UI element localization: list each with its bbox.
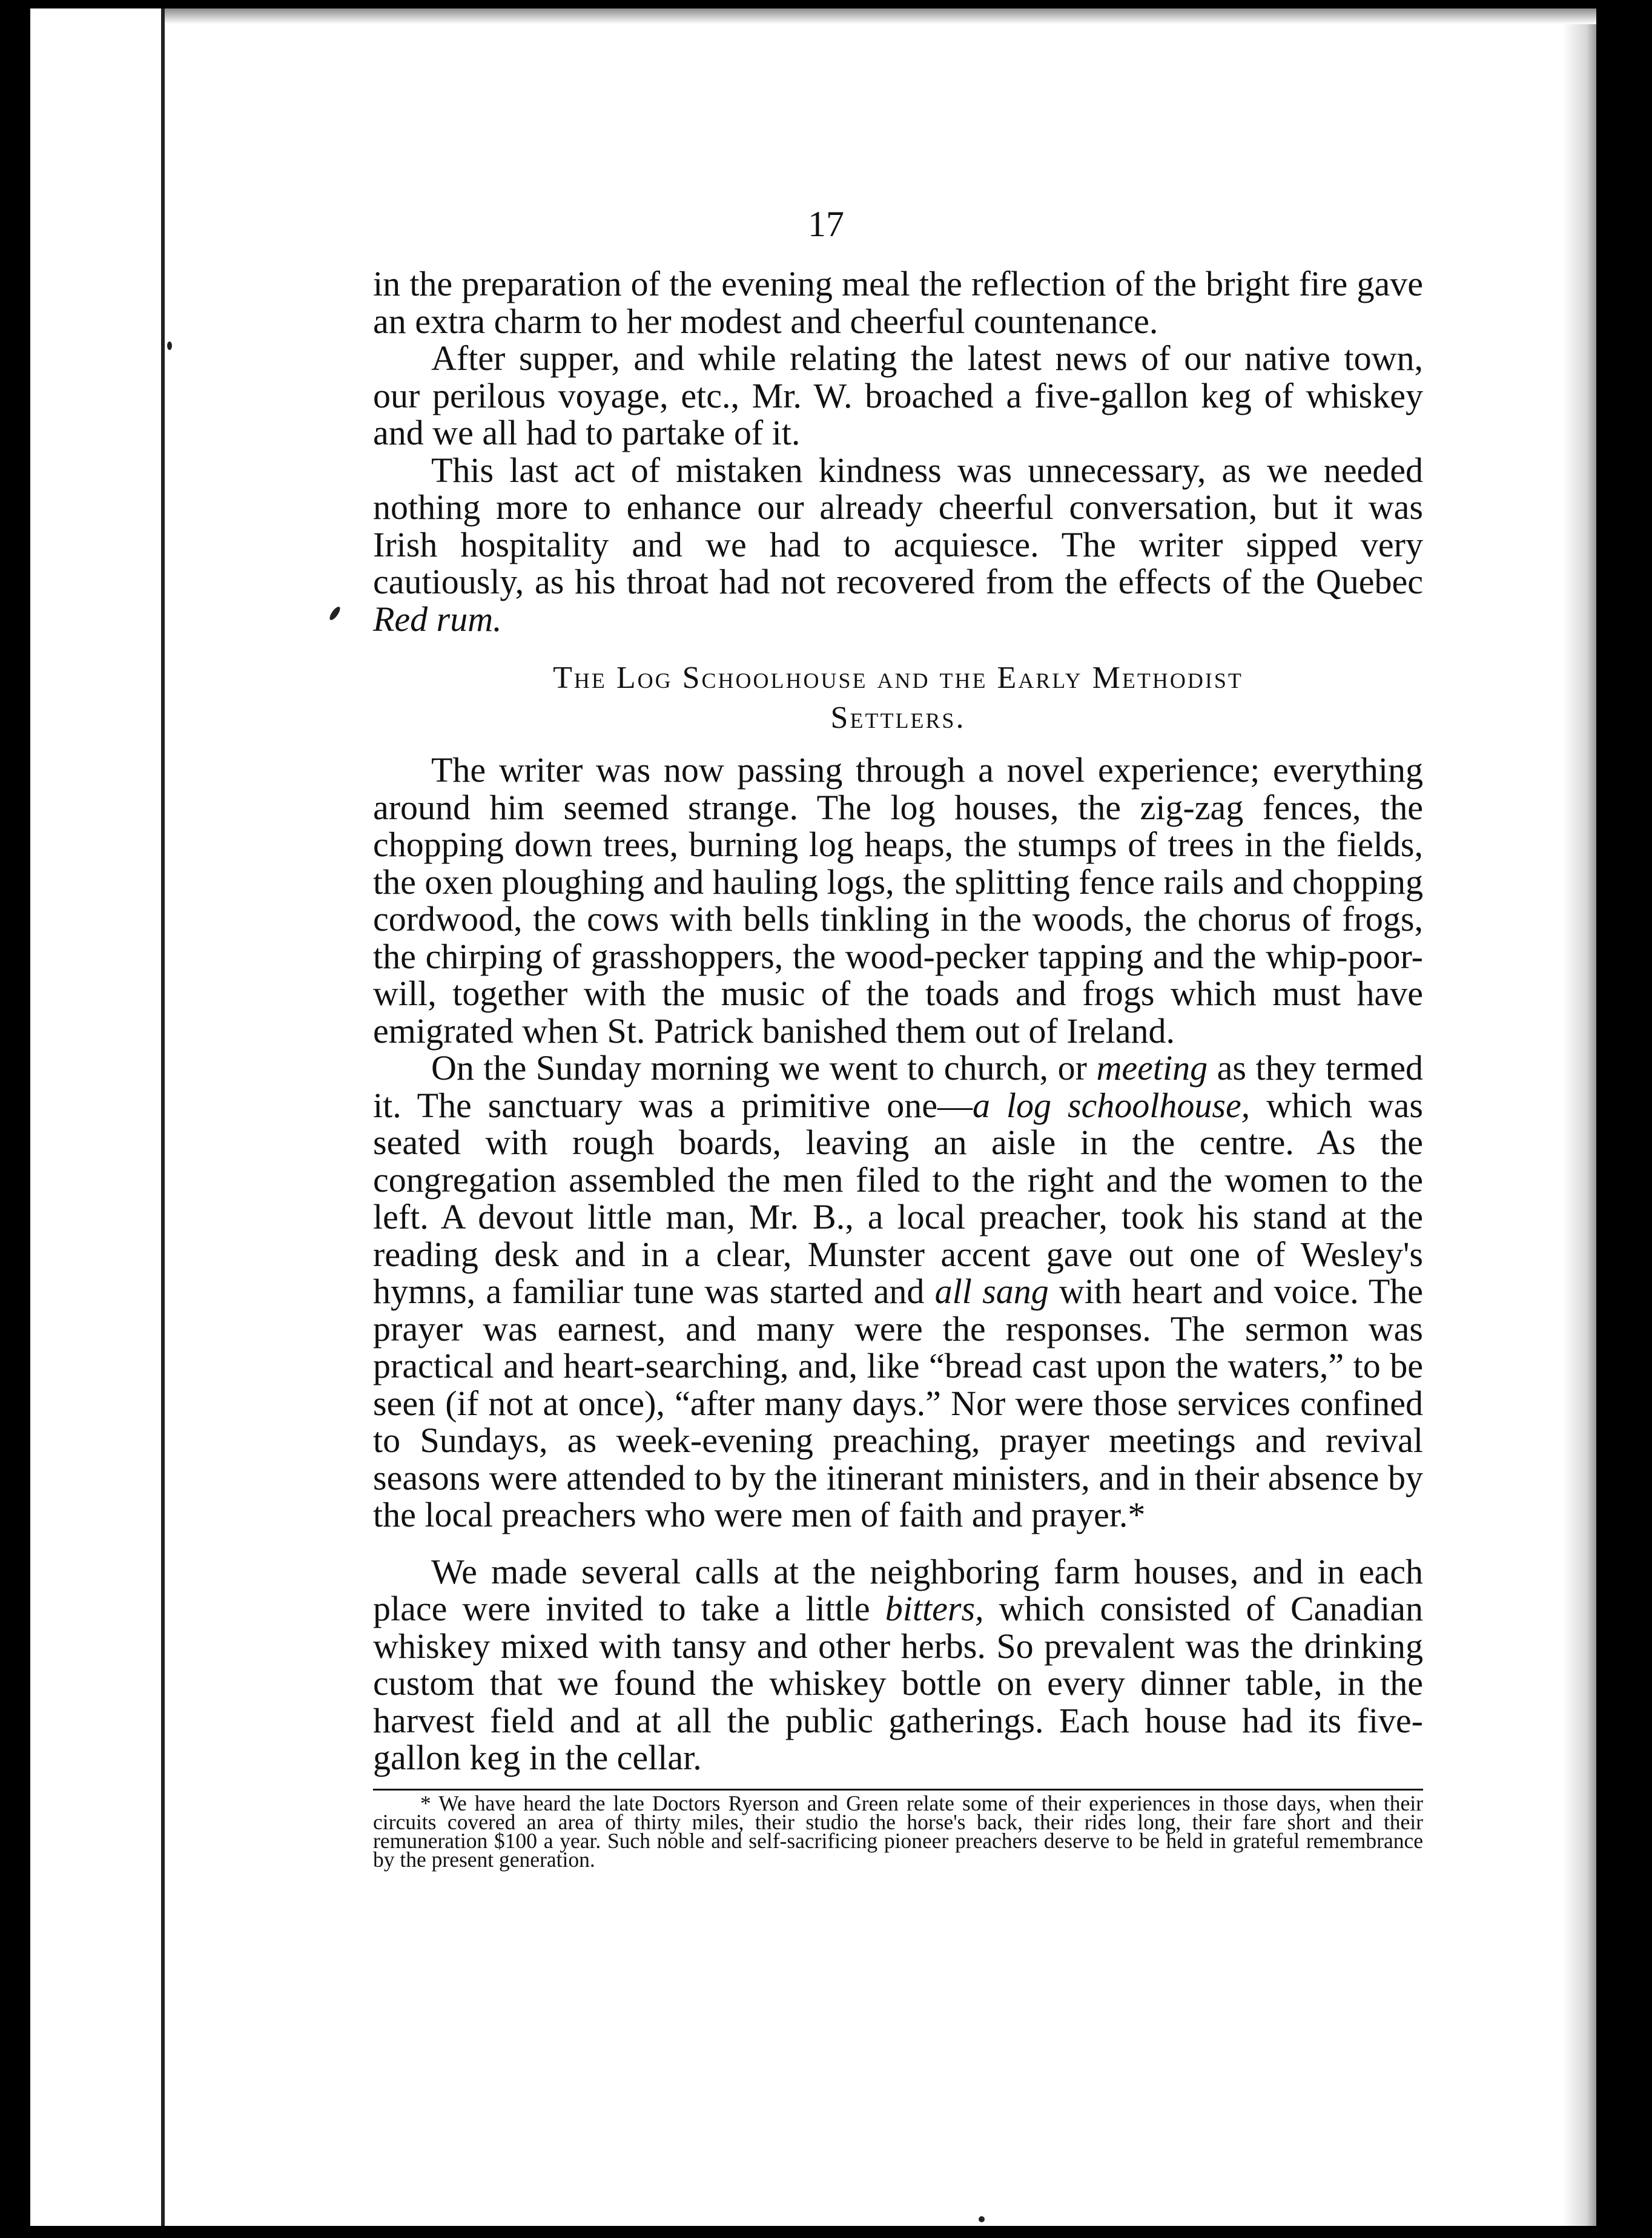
italic-text: meeting [1096,1048,1208,1088]
scan-speck [167,342,172,350]
scan-speck [328,605,342,621]
scan-border-left [0,0,30,2238]
text-run: On the Sunday morning we went to church, or [431,1048,1097,1088]
italic-text: a log schoolhouse, [972,1085,1251,1125]
text-run: This last act of mistaken kindness was unnecessary, as we needed nothing more to enhance our already cheerful conversation, but it was Irish hospitality and we had to acquiesce. The writer sipped very cautiously, as his throat had not recovered from the effects of the Quebec [373,450,1423,601]
heading-line: The Log Schoolhouse and the Early Methodist [553,661,1243,695]
heading-line: Settlers. [830,701,966,735]
italic-text: all sang [934,1272,1049,1311]
text-run: We made several calls at the neighboring farm houses, and in each place were invited to take a little [373,1551,1423,1628]
scan-border-bottom [0,2226,1652,2238]
scan-border-right [1596,0,1652,2238]
paragraph: in the preparation of the evening meal the reflection of the bright fire gave an extra charm to her modest and cheerful countenance. [373,264,1423,341]
text-run: which consisted of Canadian whiskey mixed with tansy and other herbs. So prevalent was the drinking custom that we found the whiskey bottle on every dinner table, in the harvest field and at all the public gatherings. Each house had its five-gallon keg in the cellar. [373,1589,1423,1777]
text-run: which was seated with rough boards, leaving an aisle in the centre. As the congregation assembled the men filed to the right and the women to the left. A devout little man, Mr. B., a local preacher, took his stand at the reading desk and in a clear, Munster accent gave out one of Wesley's hymns, a familiar tune was started and [373,1085,1423,1311]
page-text [373,264,1424,1872]
footnote: * We have heard the late Doctors Ryerson and Green relate some of their experiences in those days, when their circuits covered an area of thirty miles, their studio the horse's back, their rides long, their fare short and their remuneration $100 a year. Such noble and self-sacrificing pioneer preachers deserve to be held in grateful remembrance by the present generation. [373,1791,1423,1872]
gutter-line [161,8,165,2226]
text-run: as they termed it. The sanctuary was a primitive one— [373,1048,1424,1125]
page-top-shadow [164,8,1596,24]
footnote-rule [373,1789,1423,1791]
page-edge-shadow [1562,8,1596,2226]
italic-text: Red rum. [373,599,502,639]
page-number: 17 [808,204,844,244]
paragraph [373,452,1423,638]
scan-speck [979,2216,985,2222]
paragraph: The writer was now passing through a novel experience; everything around him seemed strange. The log houses, the zig-zag fences, the chopping down trees, burning log heaps, the stumps of trees in the fields, the oxen ploughing and hauling logs, the splitting fence rails and chopping cordwood, the cows with bells tinkling in the woods, the chorus of frogs, the chirping of grasshoppers, the wood-pecker tapping and the whip-poor-will, together with the music of the toads and frogs which must have emigrated when St. Patrick banished them out of Ireland. [373,750,1423,1051]
text-run: with heart and voice. The prayer was earnest, and many were the responses. The sermon was practical and heart-searching, and, like “bread cast upon the waters,” to be seen (if not at once), “after many days.” Nor were those services confined to Sundays, as week-evening preaching, prayer meetings and revival seasons were attended to by the itinerant ministers, and in their absence by the local preachers who were men of faith and prayer.* [373,1272,1423,1534]
paragraph: After supper, and while relating the latest news of our native town, our perilous voyage, etc., Mr. W. broached a five-gallon keg of whiskey and we all had to partake of it. [373,338,1423,452]
italic-text: bitters, [885,1589,984,1628]
scan-border-top [0,0,1652,8]
paragraph [373,1049,1423,1534]
section-heading [373,658,1423,738]
paragraph [373,1553,1423,1777]
